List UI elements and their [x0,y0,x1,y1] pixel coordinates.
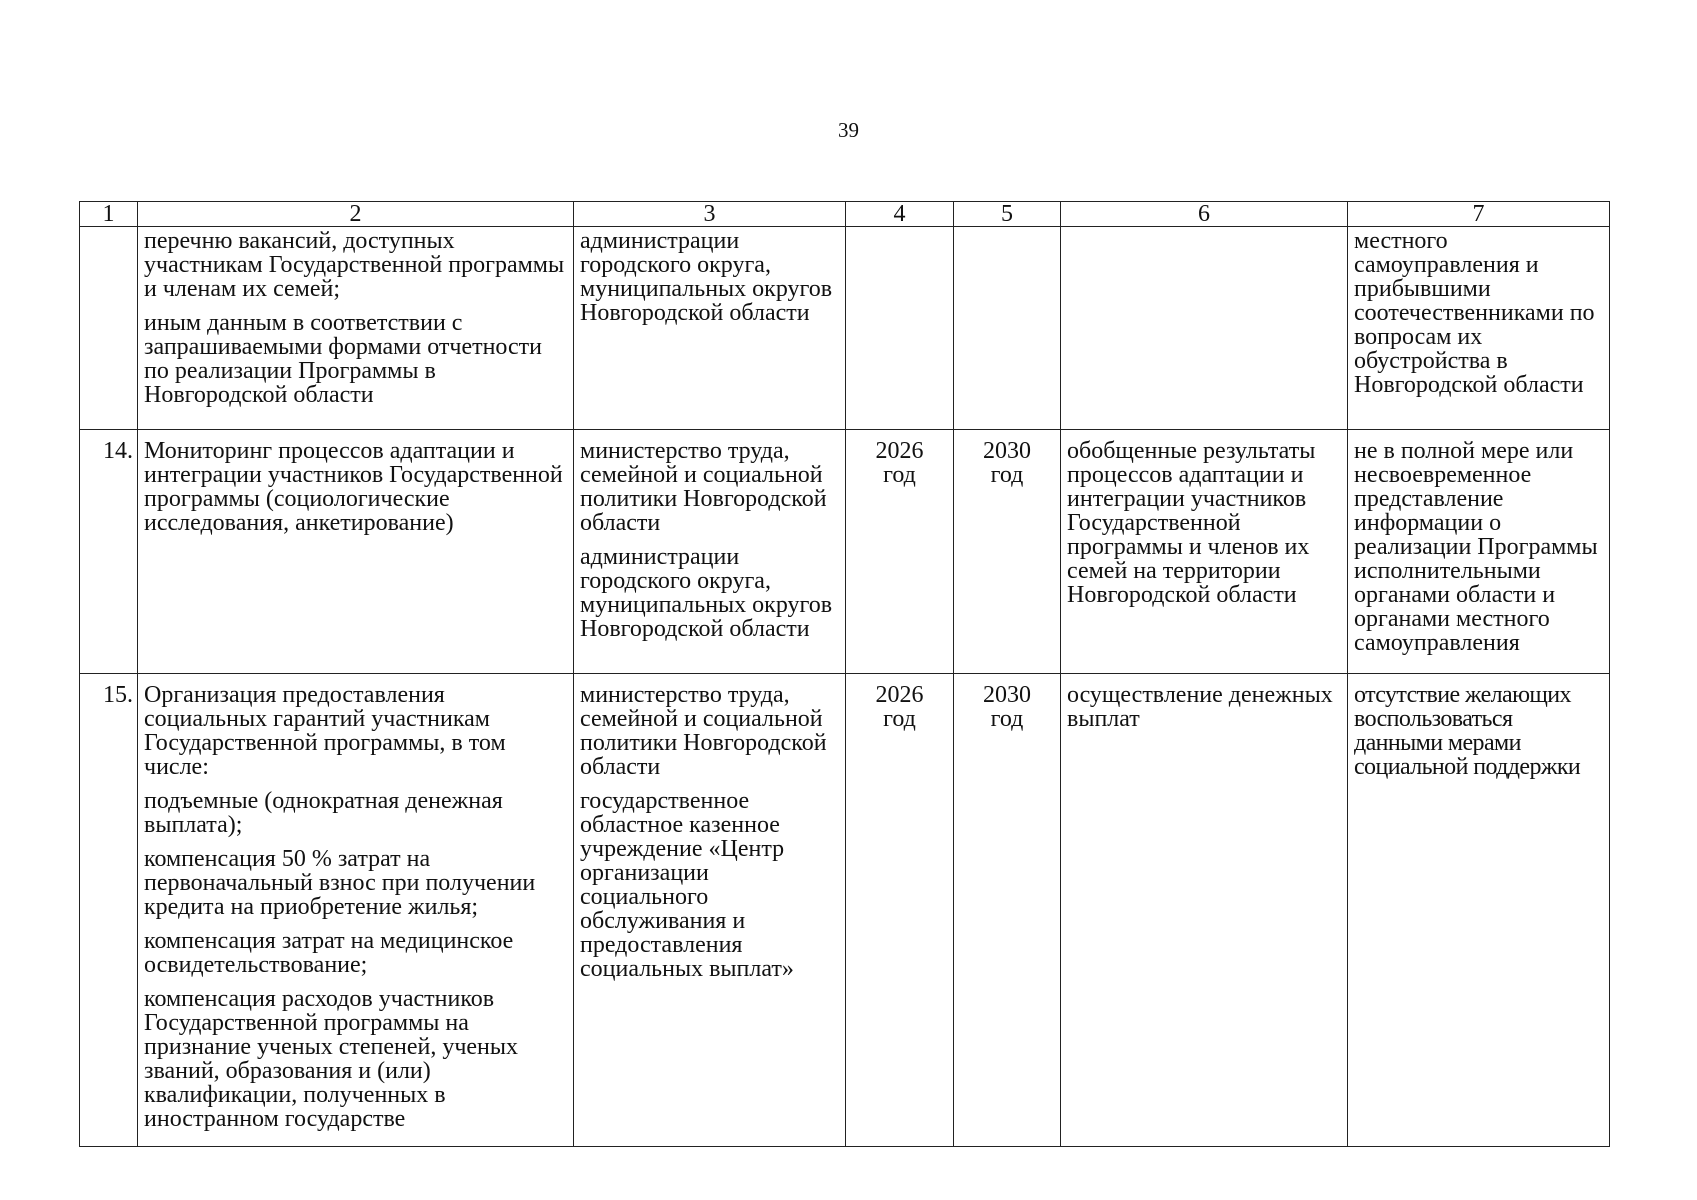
start-year-cell [846,227,954,430]
cell-paragraph: Организация предоставления социальных гарантий участникам Государственной программы, в том числе: [144,682,506,780]
year-text: год [990,462,1024,488]
cell-paragraph: Мониторинг процессов адаптации и интеграции участников Государственной программы (социологические исследования, анкетирование) [144,438,563,536]
end-year-cell [954,430,1061,674]
page-number: 39 [838,118,859,142]
table-row [80,674,1610,1147]
year-text: 2030 [983,438,1031,464]
year-text: год [990,706,1024,732]
cell-paragraph: местного самоуправления и прибывшими соотечественниками по вопросам их обустройства в Новгородской области [1354,228,1595,398]
header-cell: 1 [80,202,138,227]
executor-cell [574,674,846,1147]
header-cell: 2 [138,202,574,227]
cell-paragraph: не в полной мере или несвоевременное представление информации о реализации Программы исполнительными органами области и органами местного самоуправления [1354,438,1598,656]
header-cell: 6 [1061,202,1348,227]
row-number: 14. [80,430,138,674]
row-number [80,227,138,430]
cell-paragraph: обобщенные результаты процессов адаптации и интеграции участников Государственной программы и членов их семей на территории Новгородской области [1067,438,1316,608]
cell-paragraph: администрации городского округа, муниципальных округов Новгородской области [580,228,833,326]
executor-cell [574,430,846,674]
result-cell [1061,430,1348,674]
result-cell [1061,674,1348,1147]
start-year-cell [846,430,954,674]
table-row [80,430,1610,674]
activity-cell [138,674,574,1147]
activity-cell [138,227,574,430]
cell-paragraph: государственное областное казенное учреждение «Центр организации социального обслуживания и предоставления социальных выплат» [580,788,794,982]
row-number: 15. [80,674,138,1147]
cell-paragraph: компенсация затрат на медицинское освидетельствование; [144,928,514,978]
year-text: 2026 [875,438,924,464]
risk-cell [1348,430,1610,674]
cell-paragraph: компенсация расходов участников Государственной программы на признание ученых степеней, ученых званий, образования и (или) квалификации, полученных в иностранном государстве [144,986,519,1132]
cell-paragraph: отсутствие желающих воспользоваться данными мерами социальной поддержки [1354,682,1581,780]
risk-cell [1348,674,1610,1147]
year-text: год [883,706,916,732]
activity-cell [138,430,574,674]
header-cell: 3 [574,202,846,227]
executor-cell [574,227,846,430]
end-year-cell [954,227,1061,430]
cell-paragraph: администрации городского округа, муниципальных округов Новгородской области [580,544,833,642]
cell-paragraph: осуществление денежных выплат [1067,682,1333,732]
header-cell: 4 [846,202,954,227]
end-year-cell [954,674,1061,1147]
cell-paragraph: подъемные (однократная денежная выплата); [144,788,503,838]
cell-paragraph: министерство труда, семейной и социальной политики Новгородской области [580,438,827,536]
cell-paragraph: компенсация 50 % затрат на первоначальный взнос при получении кредита на приобретение жилья; [144,846,536,920]
result-cell [1061,227,1348,430]
cell-paragraph: министерство труда, семейной и социальной политики Новгородской области [580,682,827,780]
cell-paragraph: перечню вакансий, доступных участникам Государственной программы и членам их семей; [144,228,565,302]
header-cell: 7 [1348,202,1610,227]
table-header-row [80,202,1610,227]
risk-cell [1348,227,1610,430]
table-row [80,227,1610,430]
year-text: 2026 [875,682,924,708]
start-year-cell [846,674,954,1147]
year-text: 2030 [983,682,1031,708]
cell-paragraph: иным данным в соответствии с запрашиваемыми формами отчетности по реализации Программы в Новгородской области [144,310,543,408]
plan-table [79,201,1610,1147]
header-cell: 5 [954,202,1061,227]
year-text: год [883,462,916,488]
